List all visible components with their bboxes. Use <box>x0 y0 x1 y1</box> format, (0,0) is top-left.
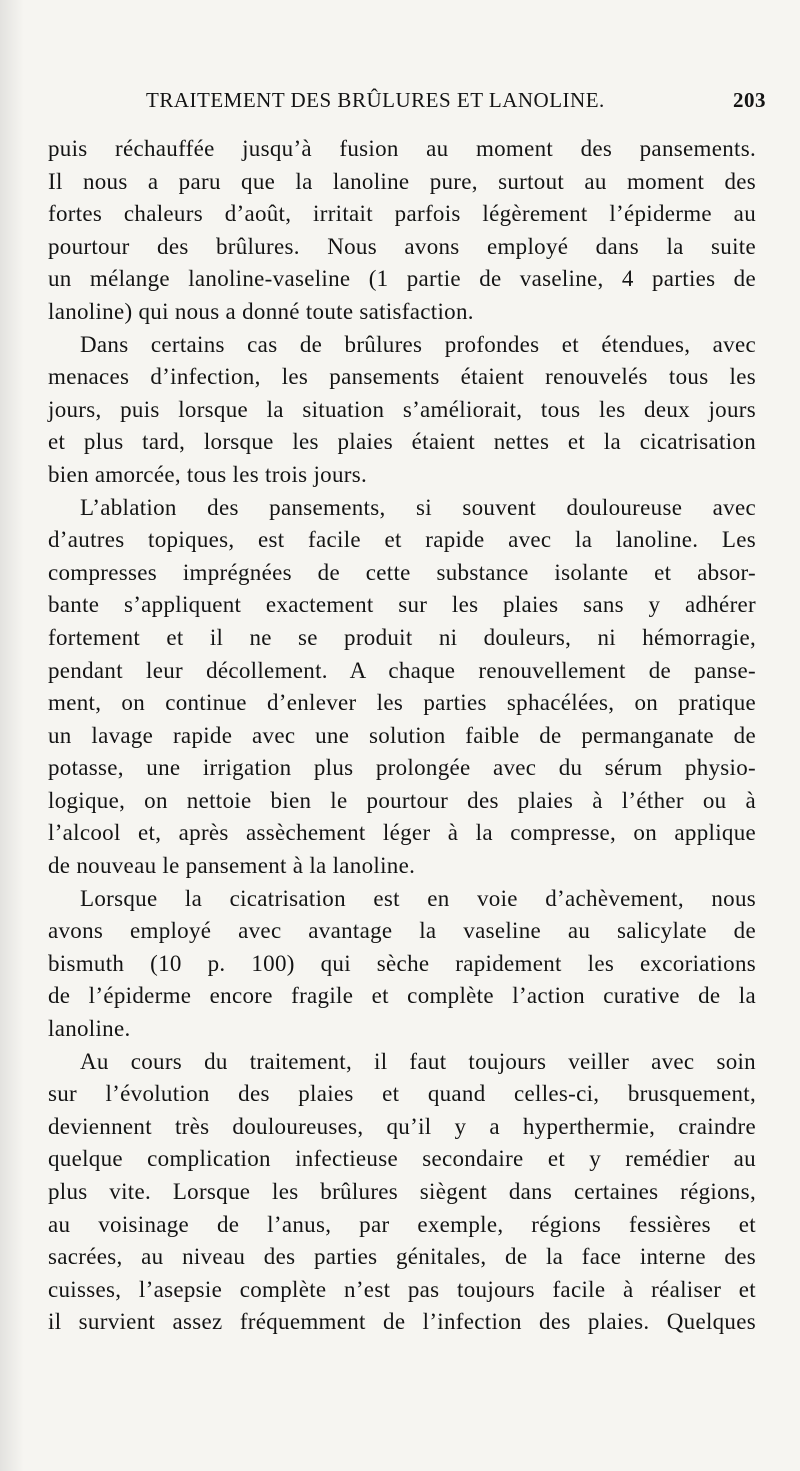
text-line: avons employé avec avantage la vaseline au salicylate de <box>48 918 756 944</box>
text-line: potasse, une irrigation plus prolongée avec du sérum physio- <box>48 755 756 781</box>
text-line: et plus tard, lorsque les plaies étaient nettes et la cicatrisation <box>48 429 756 455</box>
running-title: TRAITEMENT DES BRÛLURES ET LANOLINE. <box>146 88 605 112</box>
page-header <box>146 88 766 118</box>
text-line: fortement et il ne se produit ni douleurs, ni hémorragie, <box>48 624 756 650</box>
text-line: ment, on continue d’enlever les parties sphacélées, on pratique <box>48 690 756 716</box>
text-line: compresses imprégnées de cette substance isolante et absor- <box>48 559 756 585</box>
text-line: lanoline) qui nous a donné toute satisfaction. <box>48 298 474 324</box>
text-line: bante s’appliquent exactement sur les plaies sans y adhérer <box>48 592 756 618</box>
text-line: de l’épiderme encore fragile et complète l’action curative de la <box>48 983 756 1009</box>
text-line: Il nous a paru que la lanoline pure, surtout au moment des <box>48 168 756 194</box>
text-line: un mélange lanoline-vaseline (1 partie de vaseline, 4 parties de <box>48 266 756 292</box>
text-line: sacrées, au niveau des parties génitales, de la face interne des <box>48 1244 756 1270</box>
text-line: L’ablation des pansements, si souvent douloureuse avec <box>80 494 756 520</box>
text-line: deviennent très douloureuses, qu’il y a hyperthermie, craindre <box>48 1113 756 1139</box>
text-line: pendant leur décollement. A chaque renouvellement de panse- <box>48 657 756 683</box>
body-text <box>48 133 756 1339</box>
text-line: un lavage rapide avec une solution faible de permanganate de <box>48 722 756 748</box>
text-line: sur l’évolution des plaies et quand celles-ci, brusquement, <box>48 1081 756 1107</box>
text-line: puis réchauffée jusqu’à fusion au moment des pansements. <box>48 136 756 161</box>
scan-edge-shadow <box>0 0 24 1471</box>
text-line: de nouveau le pansement à la lanoline. <box>48 853 416 879</box>
text-line: logique, on nettoie bien le pourtour des plaies à l’éther ou à <box>48 787 756 813</box>
text-line: l’alcool et, après assèchement léger à la compresse, on applique <box>48 820 756 846</box>
text-line: cuisses, l’asepsie complète n’est pas toujours facile à réaliser et <box>48 1276 756 1302</box>
text-line: d’autres topiques, est facile et rapide avec la lanoline. Les <box>48 527 756 553</box>
text-line: lanoline. <box>48 1016 131 1042</box>
text-line: il survient assez fréquemment de l’infection des plaies. Quelques <box>48 1309 756 1335</box>
text-line: quelque complication infectieuse secondaire et y remédier au <box>48 1146 756 1172</box>
text-line: plus vite. Lorsque les brûlures siègent dans certaines régions, <box>48 1179 756 1204</box>
page-number: 203 <box>733 88 766 112</box>
text-line: bismuth (10 p. 100) qui sèche rapidement les excoriations <box>48 950 756 976</box>
text-line: Lorsque la cicatrisation est en voie d’achèvement, nous <box>80 885 756 911</box>
text-line: jours, puis lorsque la situation s’améliorait, tous les deux jours <box>48 396 756 422</box>
text-line: menaces d’infection, les pansements étaient renouvelés tous les <box>48 364 756 390</box>
text-line: fortes chaleurs d’août, irritait parfois légèrement l’épiderme au <box>48 201 756 227</box>
text-line: pourtour des brûlures. Nous avons employé dans la suite <box>48 233 756 259</box>
text-line: au voisinage de l’anus, par exemple, régions fessières et <box>48 1211 756 1237</box>
text-line: Dans certains cas de brûlures profondes et étendues, avec <box>80 331 756 357</box>
text-line: bien amorcée, tous les trois jours. <box>48 461 368 487</box>
text-line: Au cours du traitement, il faut toujours veiller avec soin <box>80 1048 756 1074</box>
